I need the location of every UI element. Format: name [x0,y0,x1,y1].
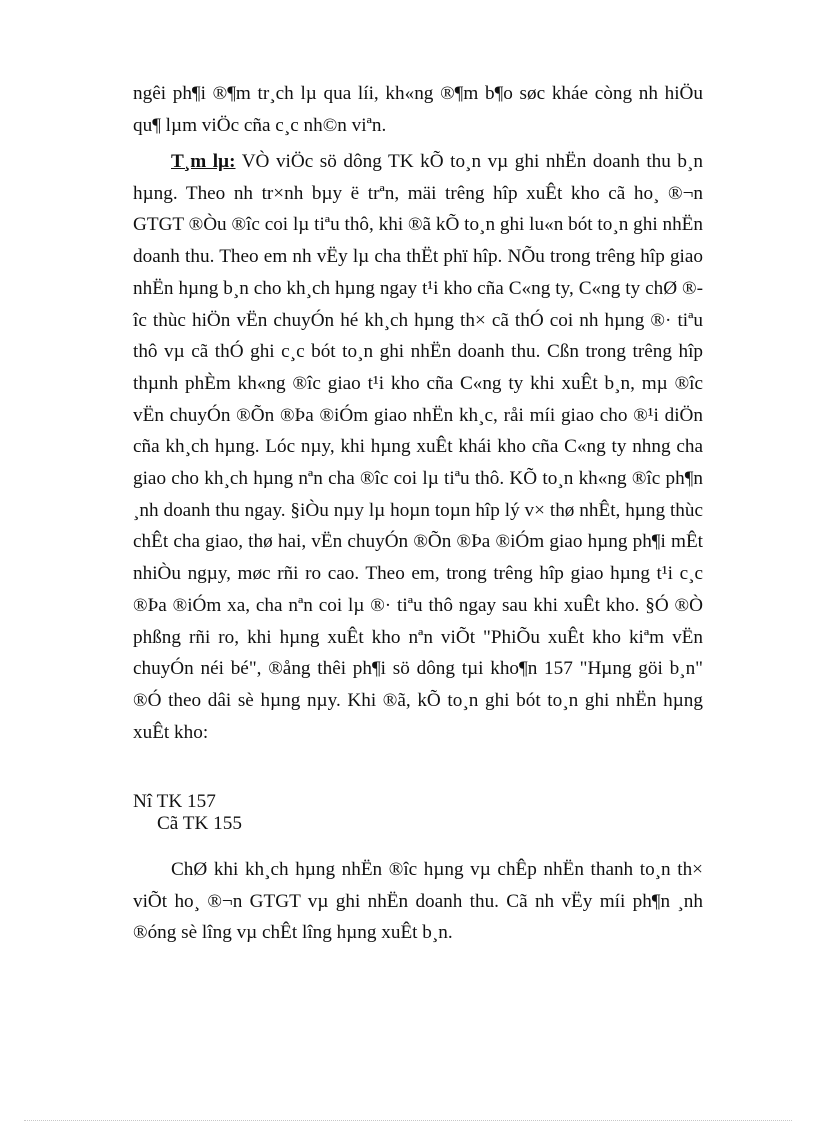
section-label: T¸m lµ: [171,151,236,172]
paragraph-continuation: ngêi ph¶i ®¶m tr¸ch lµ qua líi, kh«ng ®¶m b¶o søc kháe còng nh hiÖu qu¶ lµm viÖc cña c¸c nh©n viªn. [133,83,703,136]
footer-divider [24,1120,792,1121]
paragraph-eighth-point [133,146,703,748]
journal-entry-debit: Nî TK 157 [133,791,216,812]
paragraph-closing: ChØ khi kh¸ch hµng nhËn ®îc hµng vµ chÊp nhËn thanh to¸n th× viÕt ho¸ ®¬n GTGT vµ ghi nhËn doanh thu. Cã nh vËy míi ph¶n ¸nh ®óng sè lîng vµ chÊt lîng hµng xuÊt b¸n. [133,859,703,944]
journal-entry-credit: Cã TK 155 [157,813,242,834]
paragraph-eighth-point-text: VÒ viÖc sö dông TK kÕ to¸n vµ ghi nhËn doanh thu b¸n hµng. Theo nh tr×nh bµy ë trªn, mäi trêng hîp xuÊt kho cã ho¸ ®¬n GTGT ®Òu ®îc coi lµ tiªu thô, khi ®ã kÕ to¸n ghi lu«n bót to¸n ghi nhËn doanh thu. Theo em nh vËy lµ cha thËt phï hîp. NÕu trong trêng hîp giao nhËn hµng b¸n cho kh¸ch hµng ngay t¹i kho cña C«ng ty, C«ng ty chØ ®îc thùc hiÖn vËn chuyÓn hé kh¸ch hµng th× cã thÓ coi nh hµng ®· tiªu thô vµ cã thÓ ghi c¸c bót to¸n ghi nhËn doanh thu. Cßn trong trêng hîp thµnh phÈm kh«ng ®îc giao t¹i kho cña C«ng ty khi xuÊt b¸n, mµ ®îc vËn chuyÓn ®Õn ®Þa ®iÓm giao nhËn kh¸c, råi míi giao cho ®¹i diÖn cña kh¸ch hµng. Lóc nµy, khi hµng xuÊt khái kho cña C«ng ty nhng cha giao cho kh¸ch hµng nªn cha ®îc coi lµ tiªu thô. KÕ to¸n kh«ng ®îc ph¶n ¸nh doanh thu ngay. §iÒu nµy lµ hoµn toµn hîp lý v× thø nhÊt, hµng thùc chÊt cha giao, thø hai, vËn chuyÓn ®Õn ®Þa ®iÓm giao hµng ph¶i mÊt nhiÒu ngµy, møc rñi ro cao. Theo em, trong trêng hîp giao hµng t¹i c¸c ®Þa ®iÓm xa, cha nªn coi lµ ®· tiªu thô ngay sau khi xuÊt kho. §Ó ®Ò phßng rñi ro, khi hµng xuÊt kho nªn viÕt "PhiÕu xuÊt kho kiªm vËn chuyÓn néi bé", ®ång thêi ph¶i sö dông tµi kho¶n 157 "Hµng göi b¸n" ®Ó theo dâi sè hµng nµy. Khi ®ã, kÕ to¸n ghi bót to¸n ghi nhËn hµng xuÊt kho: [133,151,703,743]
